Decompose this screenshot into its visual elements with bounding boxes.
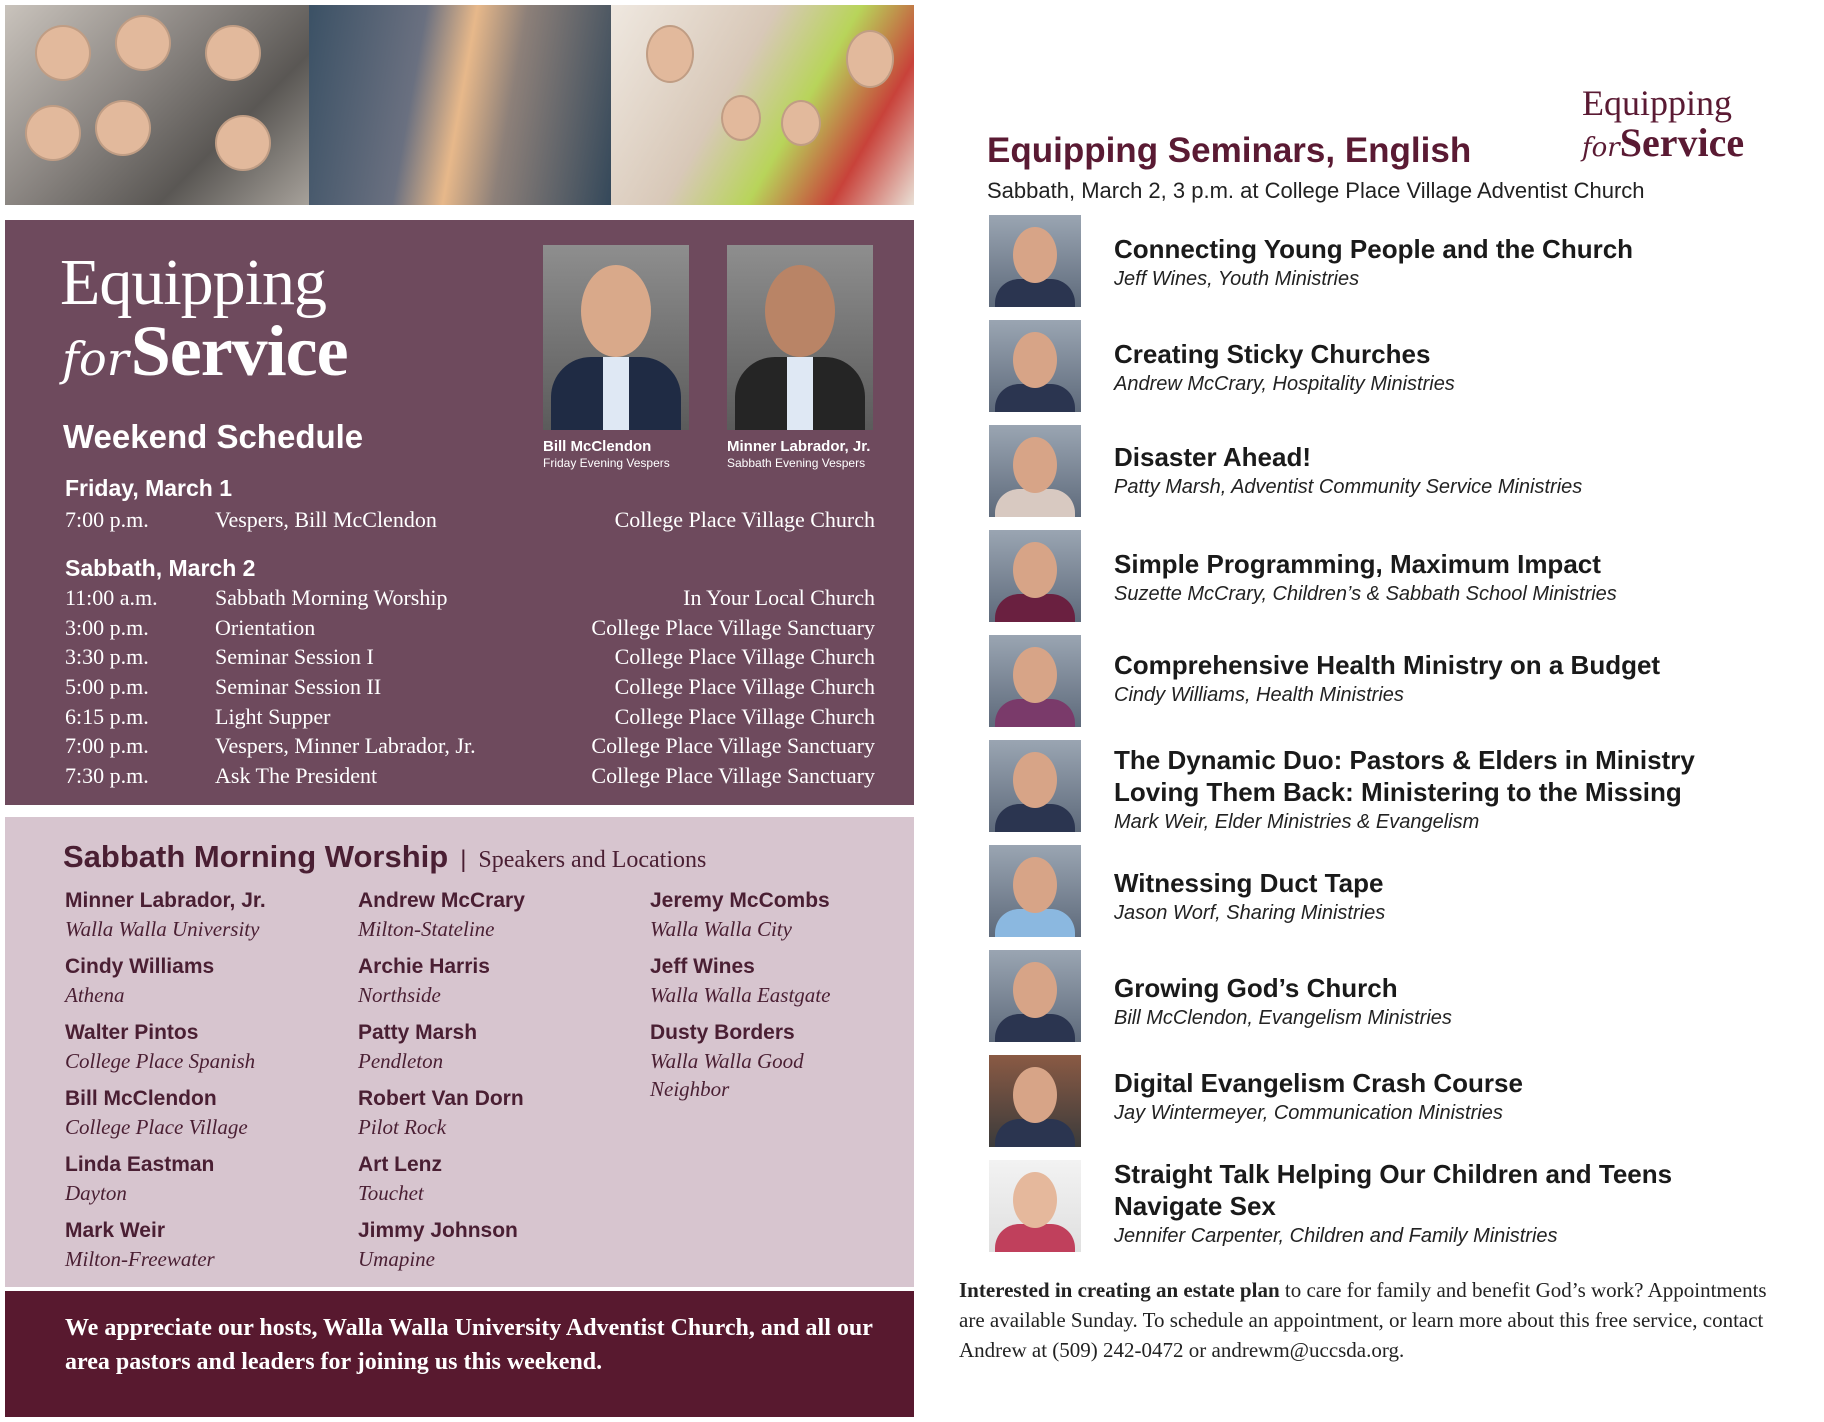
church-name: Northside <box>358 983 441 1007</box>
worship-title: Sabbath Morning Worship <box>63 839 449 874</box>
church-name: Walla Walla Eastgate <box>650 983 831 1007</box>
thanks-text: We appreciate our hosts, Walla Walla University Adventist Church, and all our area pastors and leaders for joining us this weekend. <box>65 1315 873 1375</box>
seminar-speaker: Suzette McCrary, Children’s & Sabbath School Ministries <box>1114 583 1617 605</box>
speaker-name: Bill McClendon <box>543 438 652 455</box>
seminar-title: Comprehensive Health Ministry on a Budget <box>1114 650 1661 680</box>
speaker-name: Jeremy McCombs <box>650 889 830 912</box>
seminar-title: Straight Talk Helping Our Children and Teens <box>1114 1159 1673 1189</box>
speaker-photo-bill-mcclendon <box>543 245 689 430</box>
speaker-role: Sabbath Evening Vespers <box>727 456 866 470</box>
speaker-name: Robert Van Dorn <box>358 1087 524 1110</box>
logo-line-equipping: Equipping <box>1582 83 1732 123</box>
worship-column-3 <box>650 887 940 1103</box>
worship-entry <box>65 1151 355 1217</box>
speaker-photo <box>989 530 1081 622</box>
schedule-row <box>65 644 875 674</box>
schedule-location: College Place Village Church <box>614 644 875 669</box>
estate-lead: Interested in creating an estate plan <box>959 1278 1280 1302</box>
seminar-title: The Dynamic Duo: Pastors & Elders in Ministry <box>1114 745 1695 775</box>
speaker-name: Mark Weir <box>65 1219 165 1242</box>
seminar-speaker: Jeff Wines, Youth Ministries <box>1114 268 1360 290</box>
seminar-title: Connecting Young People and the Church <box>1114 234 1634 264</box>
equipping-for-service-logo <box>60 246 348 393</box>
schedule-event: Ask The President <box>215 763 378 788</box>
seminar-title: Digital Evangelism Crash Course <box>1114 1068 1523 1098</box>
schedule-event: Orientation <box>215 615 316 640</box>
worship-entry <box>65 953 355 1019</box>
friday-heading: Friday, March 1 <box>65 475 233 501</box>
equipping-for-service-logo-small <box>1582 85 1744 166</box>
schedule-location: College Place Village Sanctuary <box>591 733 875 758</box>
church-name: College Place Village <box>65 1115 248 1139</box>
worship-entry <box>358 1019 648 1085</box>
schedule-row <box>65 585 875 615</box>
estate-plan-notice <box>959 1275 1789 1365</box>
church-name: Walla Walla University <box>65 917 260 941</box>
schedule-row <box>65 674 875 704</box>
worship-subtitle: Speakers and Locations <box>478 847 707 873</box>
schedule-location: College Place Village Church <box>614 704 875 729</box>
worship-column-1 <box>65 887 355 1283</box>
worship-entry <box>358 887 648 953</box>
thanks-banner <box>5 1291 914 1417</box>
church-name: College Place Spanish <box>65 1049 256 1073</box>
schedule-location: College Place Village Church <box>614 507 875 532</box>
church-name: Athena <box>65 983 125 1007</box>
church-name: Walla Walla Good Neighbor <box>650 1049 804 1101</box>
worship-heading <box>63 839 706 875</box>
worship-column-2 <box>358 887 648 1283</box>
speaker-caption-2 <box>727 438 870 470</box>
speaker-name: Dusty Borders <box>650 1021 795 1044</box>
schedule-event: Sabbath Morning Worship <box>215 585 448 610</box>
schedule-event: Vespers, Bill McClendon <box>215 507 437 532</box>
speaker-photo <box>989 950 1081 1042</box>
seminar-title: Simple Programming, Maximum Impact <box>1114 549 1601 579</box>
church-name: Umapine <box>358 1247 435 1271</box>
schedule-title: Weekend Schedule <box>63 418 364 455</box>
speaker-photo <box>989 215 1081 307</box>
speaker-photo <box>989 635 1081 727</box>
seminar-speaker: Bill McClendon, Evangelism Ministries <box>1114 1007 1452 1029</box>
worship-entry <box>358 1151 648 1217</box>
seminar-title: Disaster Ahead! <box>1114 442 1311 472</box>
speaker-photo <box>989 1055 1081 1147</box>
speaker-name: Walter Pintos <box>65 1021 199 1044</box>
worship-entry <box>650 953 940 1019</box>
seminar-title: Growing God’s Church <box>1114 973 1398 1003</box>
worship-separator: | <box>460 846 467 873</box>
speaker-name: Bill McClendon <box>65 1087 217 1110</box>
schedule-row <box>65 704 875 734</box>
speaker-name: Cindy Williams <box>65 955 215 978</box>
schedule-location: College Place Village Sanctuary <box>591 615 875 640</box>
right-page <box>914 5 1819 1417</box>
church-name: Milton-Freewater <box>65 1247 215 1271</box>
seminar-title: Witnessing Duct Tape <box>1114 868 1384 898</box>
speaker-name: Art Lenz <box>358 1153 442 1176</box>
speaker-caption-1 <box>543 438 670 470</box>
logo-line-equipping: Equipping <box>60 246 326 319</box>
schedule-row <box>65 507 875 537</box>
schedule-location: College Place Village Church <box>614 674 875 699</box>
schedule-location: College Place Village Sanctuary <box>591 763 875 788</box>
schedule-row <box>65 733 875 763</box>
schedule-time: 3:00 p.m. <box>65 615 149 640</box>
schedule-time: 5:00 p.m. <box>65 674 149 699</box>
seminar-speaker: Cindy Williams, Health Ministries <box>1114 684 1404 706</box>
speaker-name: Patty Marsh <box>358 1021 478 1044</box>
schedule-time: 7:30 p.m. <box>65 763 149 788</box>
church-name: Pendleton <box>358 1049 444 1073</box>
church-name: Milton-Stateline <box>358 917 495 941</box>
speaker-photo <box>989 320 1081 412</box>
seminars-title: Equipping Seminars, English <box>987 131 1472 170</box>
photo-strip <box>5 5 914 205</box>
seminar-speaker: Mark Weir, Elder Ministries & Evangelism <box>1114 811 1480 833</box>
schedule-time: 6:15 p.m. <box>65 704 149 729</box>
worship-entry <box>358 953 648 1019</box>
seminar-title-2: Navigate Sex <box>1114 1191 1276 1221</box>
seminar-speaker: Jason Worf, Sharing Ministries <box>1114 902 1386 924</box>
speaker-name: Andrew McCrary <box>358 889 525 912</box>
speaker-photo-minner-labrador <box>727 245 873 430</box>
worship-entry <box>65 1217 355 1283</box>
schedule-time: 11:00 a.m. <box>65 585 158 610</box>
schedule-event: Vespers, Minner Labrador, Jr. <box>215 733 476 758</box>
photo-hands-passing-book <box>309 5 611 205</box>
worship-entry <box>650 887 940 953</box>
schedule-time: 7:00 p.m. <box>65 733 149 758</box>
worship-entry <box>358 1217 648 1283</box>
schedule-location: In Your Local Church <box>683 585 875 610</box>
logo-service: Service <box>130 311 348 391</box>
speaker-photo <box>989 1160 1081 1252</box>
photo-family-with-painted-hands <box>611 5 914 205</box>
church-name: Walla Walla City <box>650 917 792 941</box>
estate-body: to care for family and benefit God’s work? Appointments are available Sunday. To schedule an appointment, or learn more about this free service, contact Andrew at (509) 242-0472 or andrewm@uccsda.org. <box>959 1278 1767 1362</box>
schedule-time: 3:30 p.m. <box>65 644 149 669</box>
left-page <box>5 5 914 1417</box>
speaker-name: Jimmy Johnson <box>358 1219 518 1242</box>
logo-for: for <box>1582 133 1620 163</box>
schedule-row <box>65 615 875 645</box>
sabbath-heading: Sabbath, March 2 <box>65 555 256 581</box>
speaker-name: Minner Labrador, Jr. <box>65 889 266 912</box>
schedule-row <box>65 763 875 793</box>
church-name: Dayton <box>65 1181 127 1205</box>
speaker-photo <box>989 845 1081 937</box>
weekend-schedule-panel <box>5 220 914 805</box>
seminar-speaker: Jennifer Carpenter, Children and Family Ministries <box>1114 1225 1558 1247</box>
logo-service: Service <box>1619 120 1745 165</box>
speaker-name: Archie Harris <box>358 955 490 978</box>
schedule-event: Seminar Session II <box>215 674 382 699</box>
photo-group-of-young-adults <box>5 5 309 205</box>
worship-entry <box>65 1085 355 1151</box>
worship-entry <box>65 887 355 953</box>
worship-entry <box>65 1019 355 1085</box>
schedule-time: 7:00 p.m. <box>65 507 149 532</box>
speaker-photo <box>989 425 1081 517</box>
worship-entry <box>358 1085 648 1151</box>
schedule-event: Seminar Session I <box>215 644 374 669</box>
worship-entry <box>650 1019 840 1103</box>
speaker-name: Minner Labrador, Jr. <box>727 438 871 455</box>
seminar-speaker: Andrew McCrary, Hospitality Ministries <box>1114 373 1455 395</box>
schedule-event: Light Supper <box>215 704 331 729</box>
speaker-name: Linda Eastman <box>65 1153 215 1176</box>
seminar-speaker: Patty Marsh, Adventist Community Service Ministries <box>1114 476 1583 498</box>
speaker-name: Jeff Wines <box>650 955 755 978</box>
speaker-role: Friday Evening Vespers <box>543 456 670 470</box>
seminar-speaker: Jay Wintermeyer, Communication Ministries <box>1114 1102 1503 1124</box>
church-name: Pilot Rock <box>358 1115 447 1139</box>
church-name: Touchet <box>358 1181 424 1205</box>
seminar-title-2: Loving Them Back: Ministering to the Missing <box>1114 777 1682 807</box>
seminars-subtitle: Sabbath, March 2, 3 p.m. at College Place Village Adventist Church <box>987 178 1645 203</box>
logo-for: for <box>62 332 129 386</box>
seminar-title: Creating Sticky Churches <box>1114 339 1431 369</box>
sabbath-worship-panel <box>5 817 914 1287</box>
speaker-photo <box>989 740 1081 832</box>
